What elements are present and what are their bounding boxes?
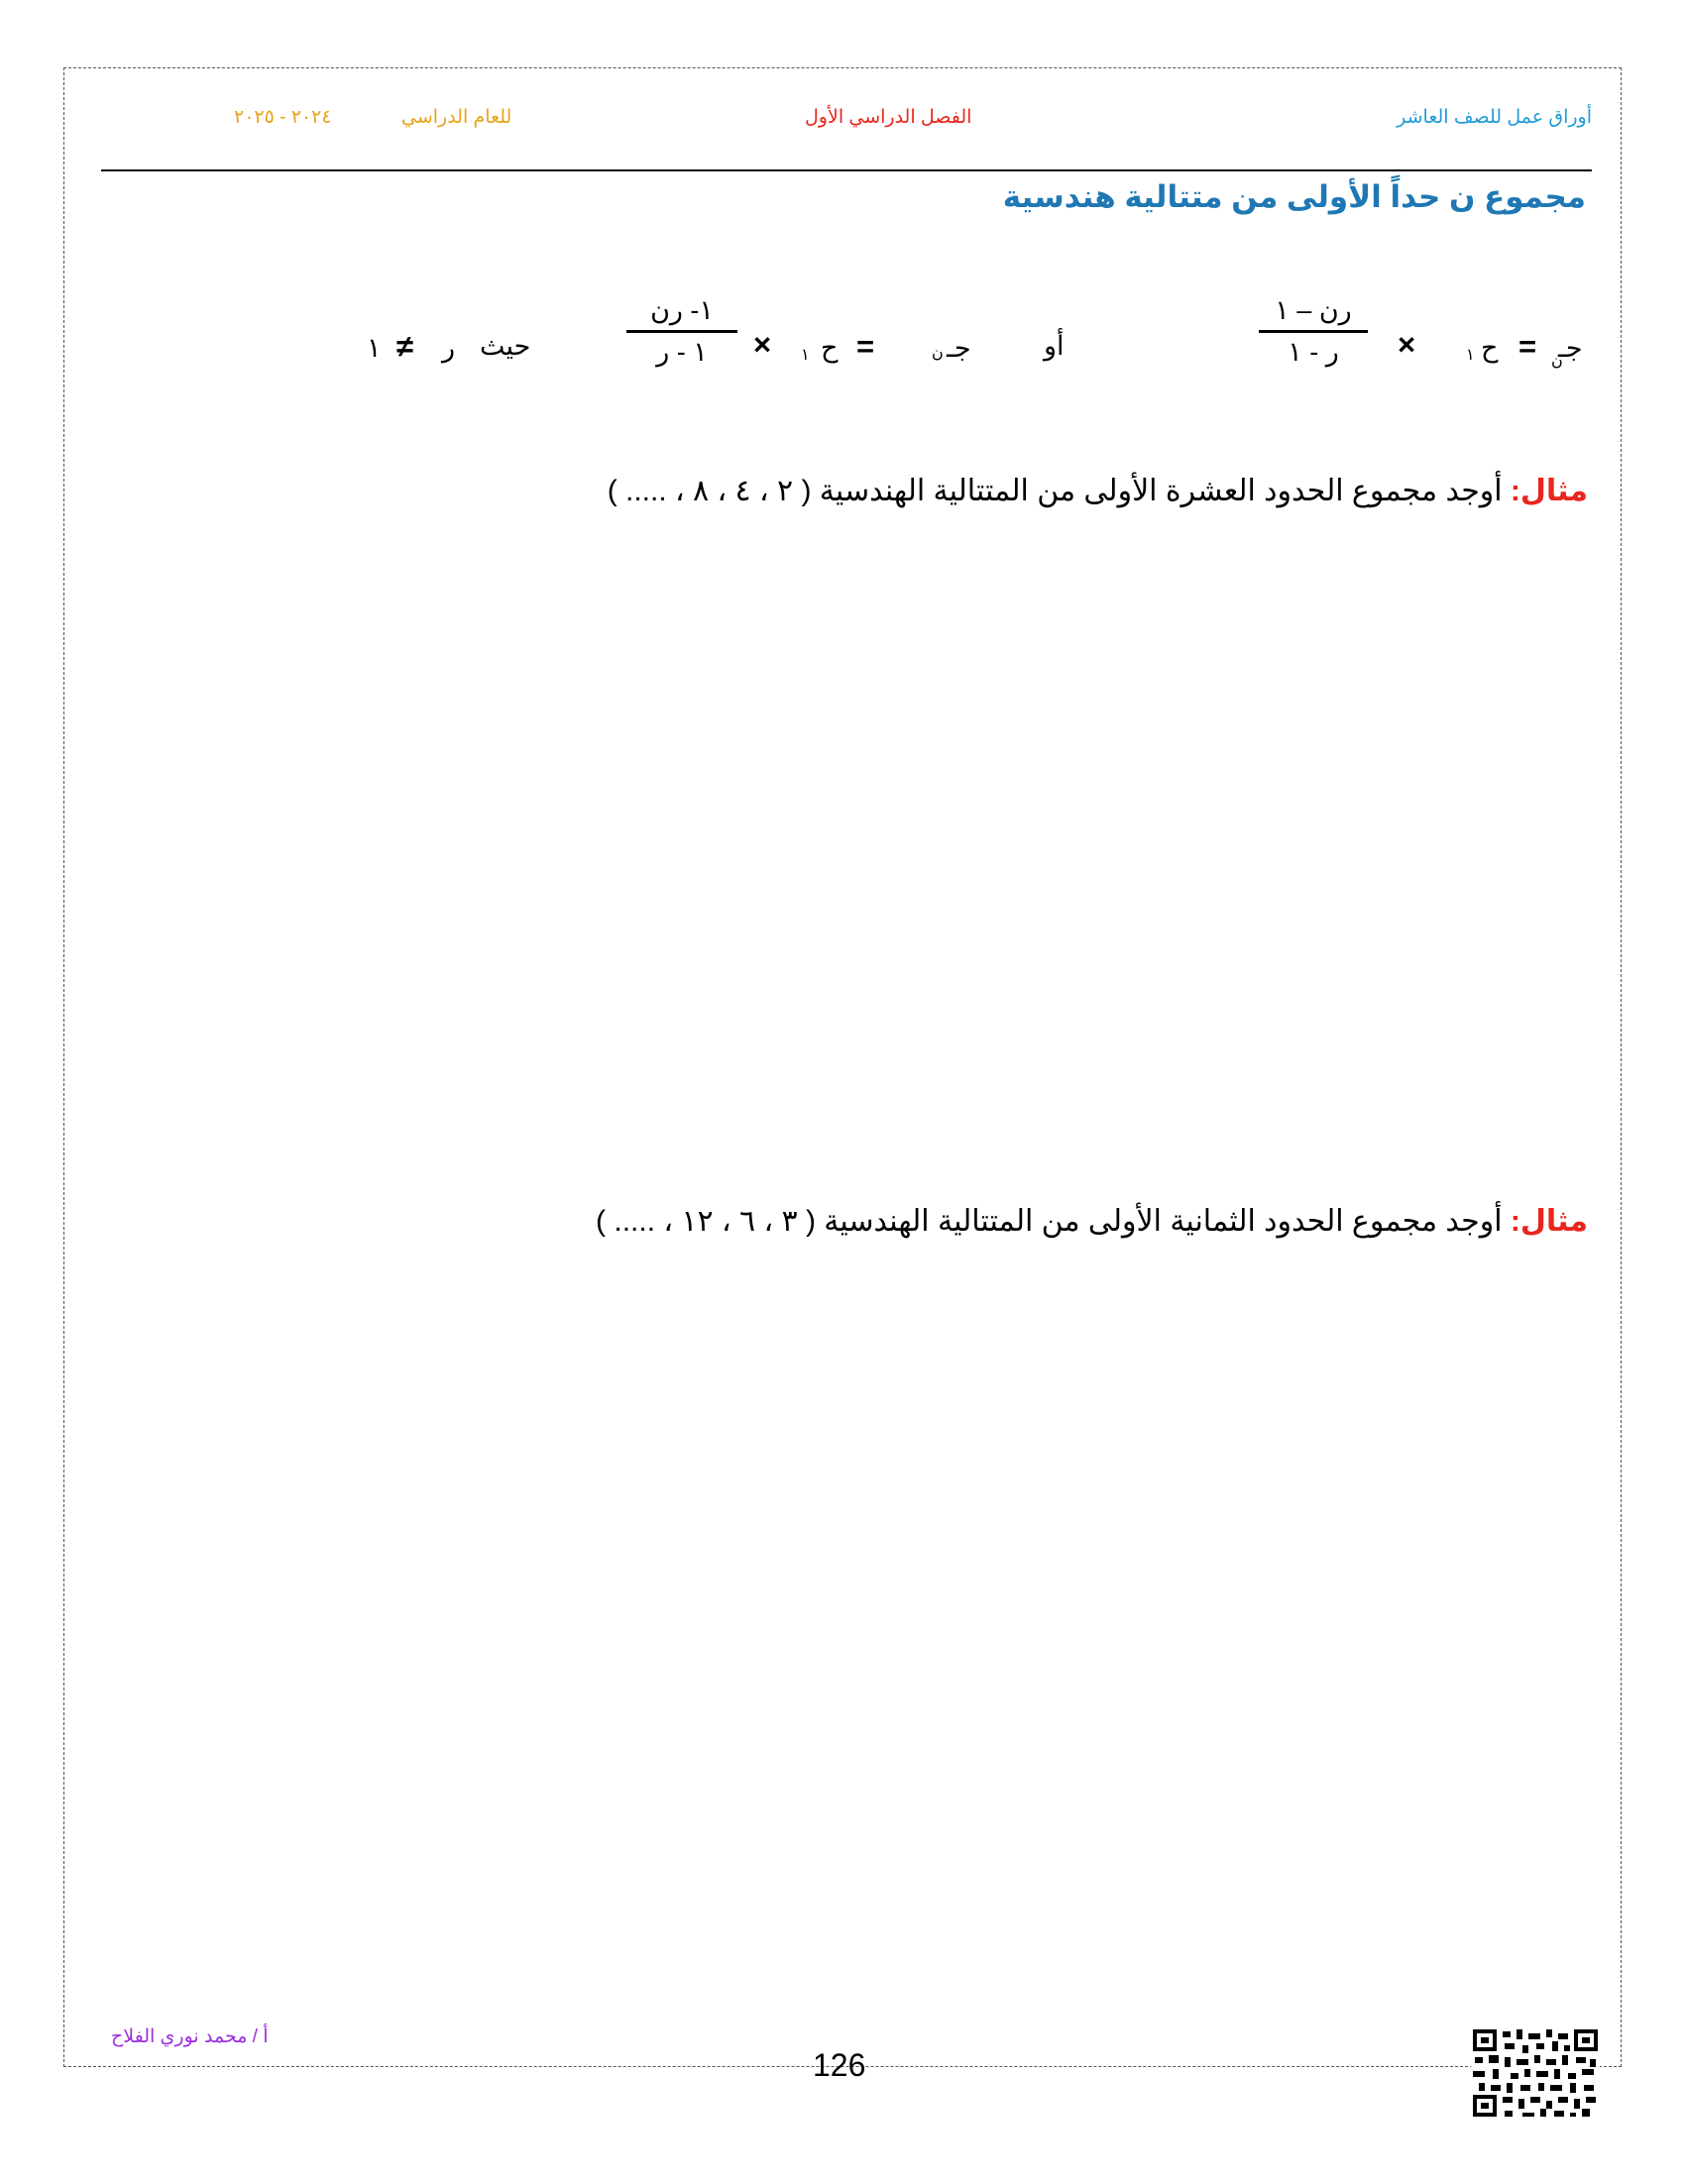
author-name: أ / محمد نوري الفلاح <box>111 2026 269 2047</box>
page-number: 126 <box>813 2047 866 2083</box>
formula2-fraction <box>626 293 737 373</box>
formula1-sub-1: ١ <box>1466 347 1475 364</box>
qr-code-icon <box>1471 2027 1600 2119</box>
formula1-numerator: رن – ١ <box>1275 295 1352 325</box>
formula2-denominator: ١ - ر <box>656 337 708 367</box>
formula1-fraction-bar <box>1259 330 1368 333</box>
example-1-label: مثال: <box>1510 475 1588 507</box>
condition-word: حيث <box>480 331 531 361</box>
header-rule <box>101 169 1592 171</box>
formula1-h: ح <box>1481 333 1499 363</box>
example-1-text: أوجد مجموع الحدود العشرة الأولى من المتتالية الهندسية ( ٢ ، ٤ ، ٨ ، ..... ) <box>607 475 1511 507</box>
formula1-denominator: ر - ١ <box>1288 337 1339 367</box>
formula1-fraction <box>1259 293 1368 373</box>
formula2-sub-1: ١ <box>801 347 810 364</box>
condition-neq: ≠ <box>396 329 414 364</box>
example-2 <box>596 1204 1588 1240</box>
formula2-h: ح <box>821 333 839 363</box>
formula2-numerator: ١- رن <box>650 295 714 325</box>
page-title: مجموع ن حداً الأولى من متتالية هندسية <box>1002 179 1586 214</box>
year-value: ٢٠٢٤ - ٢٠٢٥ <box>234 107 332 128</box>
formula1-s: جـ <box>1558 333 1583 363</box>
formula2-fraction-bar <box>626 330 737 333</box>
example-2-label: مثال: <box>1510 1205 1588 1238</box>
formula1-sub-n: ن <box>1551 353 1563 370</box>
formula2-s: جـ <box>947 333 971 363</box>
formula2-sub-n: ن <box>932 345 944 362</box>
worksheet-label: أوراق عمل للصف العاشر <box>1397 107 1592 128</box>
formula2-equals: = <box>856 329 875 364</box>
year-label: للعام الدراسي <box>401 107 512 128</box>
semester-label: الفصل الدراسي الأول <box>805 107 972 128</box>
condition-r: ر <box>442 333 456 363</box>
formula1-times: × <box>1398 327 1416 362</box>
formula1-equals: = <box>1518 329 1537 364</box>
condition-one: ١ <box>367 333 382 363</box>
formula2-times: × <box>753 327 772 362</box>
example-1 <box>608 474 1588 509</box>
page-frame <box>63 67 1622 2067</box>
example-2-text: أوجد مجموع الحدود الثمانية الأولى من المتتالية الهندسية ( ٣ ، ٦ ، ١٢ ، ..... ) <box>596 1205 1511 1238</box>
or-label: أو <box>1044 331 1065 361</box>
